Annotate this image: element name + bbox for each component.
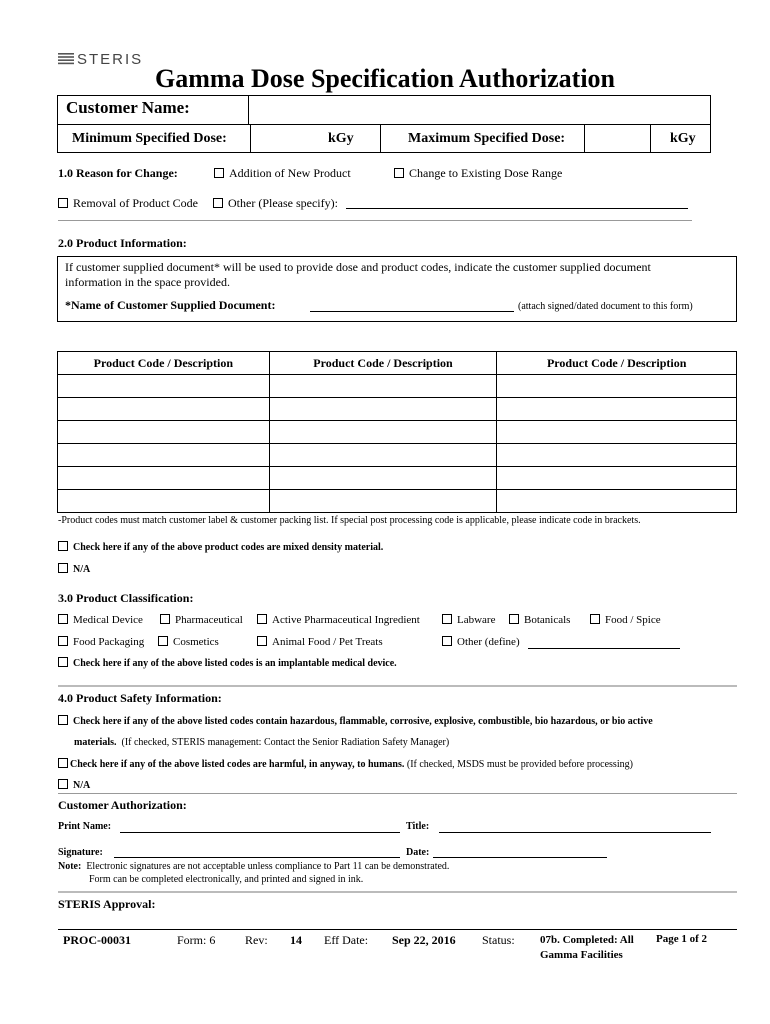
- other-specify-line[interactable]: [346, 208, 688, 209]
- class-animal-food[interactable]: Animal Food / Pet Treats: [257, 636, 383, 648]
- table-row: [58, 444, 737, 467]
- footer-status-label: Status:: [482, 933, 515, 947]
- print-name-label: Print Name:: [58, 821, 112, 832]
- reason-option-removal[interactable]: Removal of Product Code: [58, 196, 198, 211]
- table-cell[interactable]: [269, 421, 497, 444]
- class-api[interactable]: Active Pharmaceutical Ingredient: [257, 614, 420, 626]
- table-cell[interactable]: [269, 375, 497, 398]
- checkbox[interactable]: [58, 563, 68, 573]
- table-cell[interactable]: [497, 398, 737, 421]
- customer-document-line[interactable]: [310, 311, 514, 312]
- table-cell[interactable]: [269, 490, 497, 513]
- logo-text: STERIS: [77, 50, 144, 68]
- table-cell[interactable]: [58, 421, 270, 444]
- min-dose-unit: kGy: [328, 131, 354, 146]
- classification-heading: 3.0 Product Classification:: [58, 591, 194, 605]
- footer-eff-date: Sep 22, 2016: [392, 933, 456, 947]
- other-define-line[interactable]: [528, 648, 680, 649]
- checkbox[interactable]: [442, 636, 452, 646]
- signature-label: Signature:: [58, 847, 103, 858]
- table-row: [58, 398, 737, 421]
- divider: [58, 220, 692, 221]
- checkbox[interactable]: [158, 636, 168, 646]
- table-row: [58, 467, 737, 490]
- product-info-text: If customer supplied document* will be used to provide dose and product codes, indicate the customer supplied document information in the space provided.: [65, 260, 651, 289]
- max-dose-label: Maximum Specified Dose:: [408, 131, 566, 146]
- table-header-row: [58, 352, 737, 375]
- table-cell[interactable]: [58, 375, 270, 398]
- min-dose-label: Minimum Specified Dose:: [72, 131, 227, 146]
- title-label: Title:: [406, 821, 430, 832]
- checkbox[interactable]: [590, 614, 600, 624]
- hazardous-note: materials. (If checked, STERIS management: Contact the Senior Radiation Safety Manager): [74, 737, 450, 748]
- customer-document-note: (attach signed/dated document to this form): [518, 301, 693, 312]
- checkbox[interactable]: [58, 779, 68, 789]
- class-labware[interactable]: Labware: [442, 614, 495, 626]
- table-cell[interactable]: [269, 398, 497, 421]
- title-line[interactable]: [439, 832, 711, 833]
- mixed-density-na-checkbox[interactable]: N/A: [58, 563, 90, 575]
- checkbox[interactable]: [58, 758, 68, 768]
- checkbox[interactable]: [257, 614, 267, 624]
- class-other[interactable]: Other (define): [442, 636, 520, 648]
- table-cell[interactable]: [269, 444, 497, 467]
- divider: [58, 891, 737, 893]
- implantable-checkbox[interactable]: Check here if any of the above listed codes is an implantable medical device.: [58, 657, 397, 669]
- product-info-heading: 2.0 Product Information:: [58, 236, 187, 250]
- column-header: Product Code / Description: [269, 352, 497, 375]
- footer-proc: PROC-00031: [63, 933, 131, 947]
- reason-option-addition[interactable]: Addition of New Product: [214, 166, 351, 181]
- checkbox[interactable]: [213, 198, 223, 208]
- footer-divider: [58, 929, 737, 930]
- customer-name-label: Customer Name:: [66, 98, 190, 117]
- product-codes-note: -Product codes must match customer label & customer packing list. If special post processing code is applicable, please indicate code in brackets.: [58, 515, 641, 526]
- product-info-box: [57, 256, 737, 322]
- divider: [58, 685, 737, 687]
- signature-line[interactable]: [114, 857, 400, 858]
- checkbox[interactable]: [442, 614, 452, 624]
- safety-heading: 4.0 Product Safety Information:: [58, 691, 222, 705]
- checkbox[interactable]: [58, 636, 68, 646]
- table-cell[interactable]: [497, 444, 737, 467]
- checkbox[interactable]: [58, 541, 68, 551]
- product-codes-table: [57, 351, 737, 513]
- checkbox[interactable]: [58, 657, 68, 667]
- checkbox[interactable]: [58, 715, 68, 725]
- footer-rev: 14: [290, 933, 302, 947]
- table-cell[interactable]: [497, 421, 737, 444]
- checkbox[interactable]: [58, 198, 68, 208]
- table-cell[interactable]: [58, 467, 270, 490]
- table-row: [58, 375, 737, 398]
- table-row: [58, 490, 737, 513]
- customer-box: [57, 95, 711, 153]
- class-botanicals[interactable]: Botanicals: [509, 614, 570, 626]
- authorization-note-2: Form can be completed electronically, and printed and signed in ink.: [89, 874, 364, 885]
- class-food-packaging[interactable]: Food Packaging: [58, 636, 144, 648]
- date-line[interactable]: [433, 857, 607, 858]
- footer-form: Form: 6: [177, 933, 216, 947]
- print-name-line[interactable]: [120, 832, 400, 833]
- max-dose-unit: kGy: [670, 131, 696, 146]
- footer-page: Page 1 of 2: [656, 933, 708, 945]
- table-cell[interactable]: [58, 398, 270, 421]
- checkbox[interactable]: [58, 614, 68, 624]
- column-header: Product Code / Description: [58, 352, 270, 375]
- table-cell[interactable]: [58, 490, 270, 513]
- table-cell[interactable]: [497, 490, 737, 513]
- class-food-spice[interactable]: Food / Spice: [590, 614, 661, 626]
- table-cell[interactable]: [269, 467, 497, 490]
- checkbox[interactable]: [394, 168, 404, 178]
- authorization-note: Note: Electronic signatures are not acceptable unless compliance to Part 11 can be demonstrated.: [58, 861, 450, 872]
- reason-label: 1.0 Reason for Change:: [58, 166, 178, 180]
- table-cell[interactable]: [497, 467, 737, 490]
- checkbox[interactable]: [214, 168, 224, 178]
- class-pharmaceutical[interactable]: Pharmaceutical: [160, 614, 243, 626]
- checkbox[interactable]: [257, 636, 267, 646]
- harmful-checkbox[interactable]: Check here if any of the above listed codes are harmful, in anyway, to humans. (If checked, MSDS must be provided before processing): [58, 758, 748, 770]
- checkbox[interactable]: [509, 614, 519, 624]
- column-header: Product Code / Description: [497, 352, 737, 375]
- divider: [58, 793, 737, 794]
- reason-option-change[interactable]: Change to Existing Dose Range: [394, 166, 562, 181]
- checkbox[interactable]: [160, 614, 170, 624]
- table-cell[interactable]: [58, 444, 270, 467]
- footer-eff-label: Eff Date:: [324, 933, 369, 947]
- hazardous-checkbox[interactable]: Check here if any of the above listed codes contain hazardous, flammable, corrosive, explosive, combustible, bio hazardous, or bio active: [58, 715, 738, 727]
- table-cell[interactable]: [497, 375, 737, 398]
- steris-approval-heading: STERIS Approval:: [58, 897, 156, 911]
- footer-status: 07b. Completed: All Gamma Facilities: [540, 934, 634, 961]
- customer-document-label: *Name of Customer Supplied Document:: [65, 298, 276, 312]
- class-medical-device[interactable]: Medical Device: [58, 614, 143, 626]
- authorization-heading: Customer Authorization:: [58, 798, 187, 812]
- date-label: Date:: [406, 847, 430, 858]
- page-title: Gamma Dose Specification Authorization: [154, 64, 616, 93]
- reason-option-other[interactable]: Other (Please specify):: [213, 196, 338, 211]
- class-cosmetics[interactable]: Cosmetics: [158, 636, 219, 648]
- mixed-density-checkbox[interactable]: Check here if any of the above product codes are mixed density material.: [58, 541, 383, 553]
- table-row: [58, 421, 737, 444]
- safety-na-checkbox[interactable]: N/A: [58, 779, 90, 791]
- footer-rev-label: Rev:: [245, 933, 268, 947]
